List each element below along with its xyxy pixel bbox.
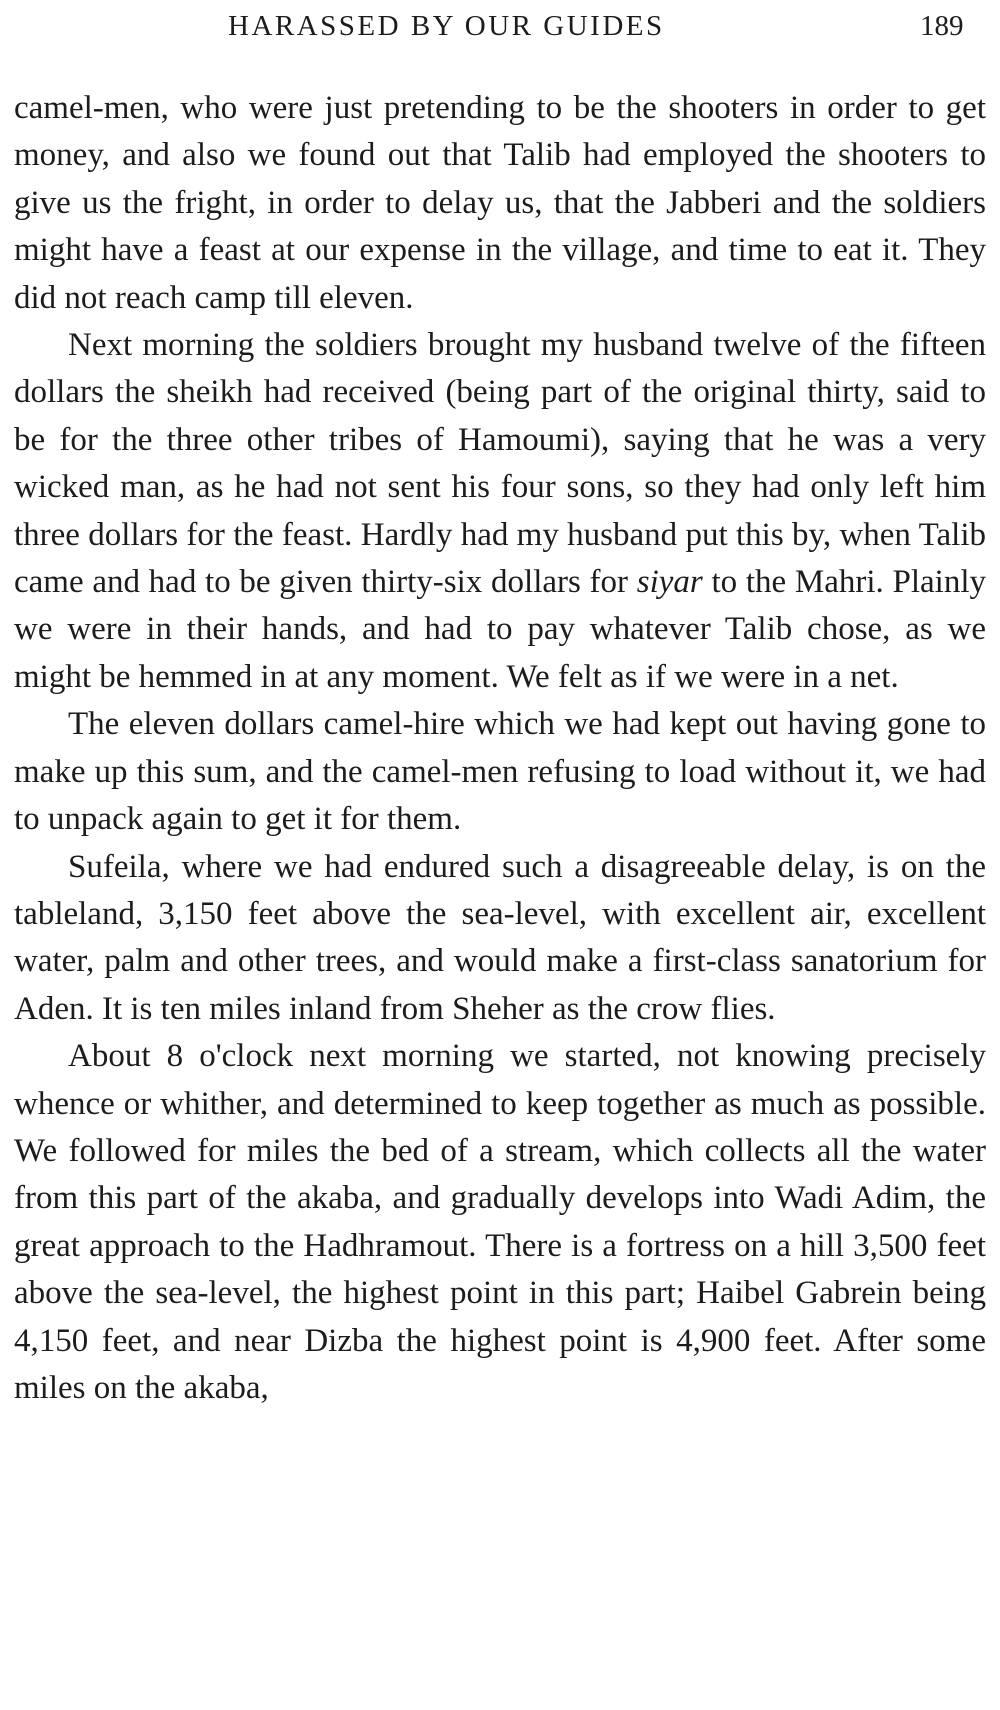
paragraph-2-text-a: Next morning the soldiers brought my husband twelve of the fifteen dollars the sheikh had received (being part of the original thirty, said to be for the three other tribes of Hamoumi), saying that he was a very wicked man, as he had not sent his four sons, so they had only left him three dollars for the feast. Hardly had my husband put this by, when Talib came and had to be given thirty-six dollars for (14, 327, 986, 601)
paragraph-5: About 8 o'clock next morning we started, not knowing precisely whence or whither, and determined to keep together as much as possible. We followed for miles the bed of a stream, which collects all the water from this part of the akaba, and gradually develops into Wadi Adim, the great approach to the Hadhramout. There is a fortress on a hill 3,500 feet above the sea-level, the highest point in this part; Haibel Gabrein being 4,150 feet, and near Dizba the highest point is 4,900 feet. After some miles on the akaba, (14, 1038, 986, 1406)
paragraph-2 (14, 322, 986, 701)
paragraph-3: The eleven dollars camel-hire which we had kept out having gone to make up this sum, and the camel-men refusing to load without it, we had to unpack again to get it for them. (14, 706, 986, 838)
paragraph-1: camel-men, who were just pretending to be the shooters in order to get money, and also we found out that Talib had employed the shooters to give us the fright, in order to delay us, that the Jabberi and the soldiers might have a feast at our expense in the village, and time to eat it. They did not reach camp till eleven. (14, 90, 986, 316)
paragraph-2-italic-word: siyar (636, 564, 703, 601)
running-title: HARASSED BY OUR GUIDES (228, 10, 665, 42)
paragraph-4: Sufeila, where we had endured such a disagreeable delay, is on the tableland, 3,150 feet above the sea-level, with excellent air, excellent water, palm and other trees, and would make a first-class sanatorium for Aden. It is ten miles inland from Sheher as the crow flies. (14, 848, 986, 1027)
page-header (0, 6, 1000, 52)
body-text (14, 85, 986, 1412)
paragraph-2-text-b: to the Mahri. Plainly we were in their hands, and had to pay whatever Talib chose, as we might be hemmed in at any moment. We felt as if we were in a net. (14, 564, 986, 695)
page-number: 189 (920, 10, 964, 42)
